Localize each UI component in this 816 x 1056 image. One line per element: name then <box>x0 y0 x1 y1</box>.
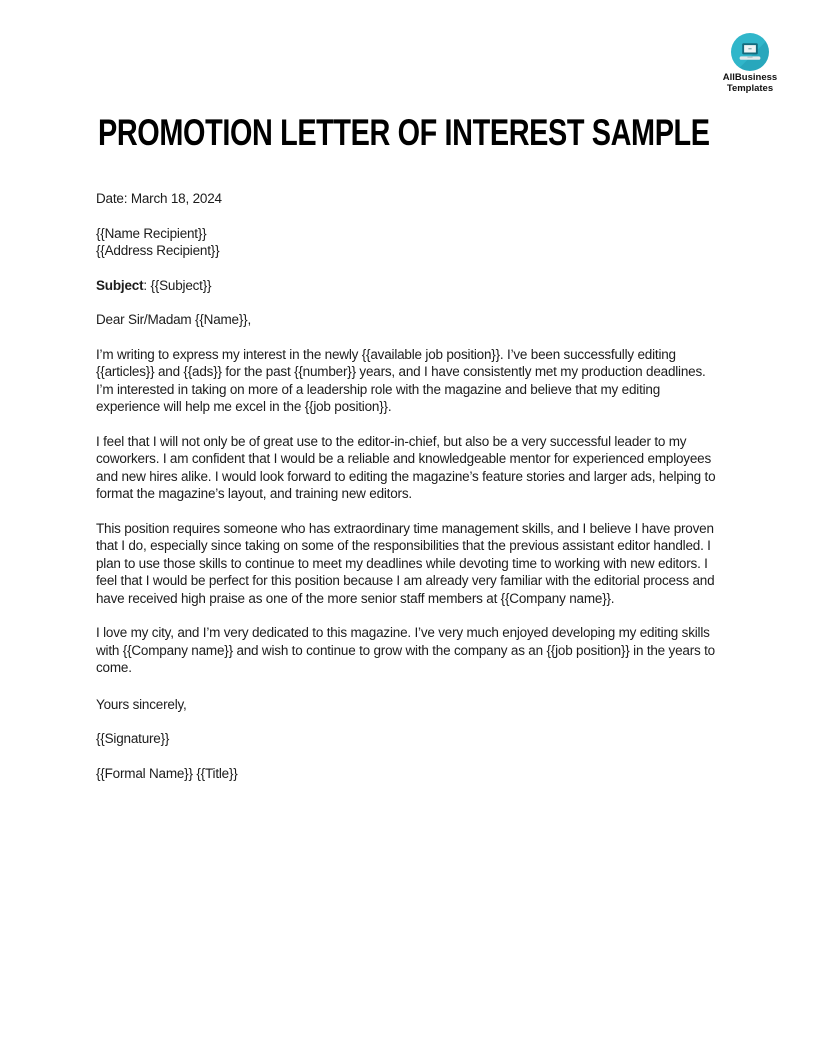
brand-logo <box>705 33 795 94</box>
recipient-name: {{Name Recipient}} <box>96 225 207 241</box>
brand-name-line1: AllBusiness <box>722 72 778 83</box>
salutation: Dear Sir/Madam {{Name}}, <box>96 312 252 327</box>
brand-name-line2: Templates <box>726 82 774 94</box>
recipient-block <box>96 225 718 260</box>
subject-label: Subject <box>96 277 144 293</box>
body-paragraph-2: I feel that I will not only be of great use to the editor-in-chief, but also be a very successful leader to my coworkers. I am confident that I would be a reliable and knowledgeable mentor for experienced employees and new hires alike. I would look forward to editing the magazine’s feature stories and larger ads, helping to format the magazine’s layout, and training new editors. <box>96 433 716 501</box>
recipient-address: {{Address Recipient}} <box>96 243 220 258</box>
body-paragraph-1: I’m writing to express my interest in the newly {{available job position}}. I’ve been successfully editing {{articles}} and {{ads}} for the past {{number}} years, and I have consistently met my production deadlines. I’m interested in taking on more of a leadership role with the magazine and believe that my editing experience will help me excel in the {{job position}}. <box>96 346 706 414</box>
signoff-name: {{Formal Name}} {{Title}} <box>96 765 238 781</box>
letter-body <box>96 190 718 799</box>
laptop-icon <box>737 42 763 63</box>
signature-placeholder: {{Signature}} <box>96 731 170 746</box>
body-paragraph-4: I love my city, and I’m very dedicated to this magazine. I’ve very much enjoyed developing my editing skills with {{Company name}} and wish to continue to grow with the company as an {{job position}} in the years to come. <box>96 625 715 675</box>
brand-name <box>705 73 795 94</box>
logo-circle <box>731 33 769 71</box>
subject-line <box>96 277 718 295</box>
document-title: PROMOTION LETTER OF INTEREST SAMPLE <box>98 112 710 153</box>
body-paragraph-3: This position requires someone who has extraordinary time management skills, and I believe I have proven that I do, especially since taking on some of the responsibilities that the previous assistant editor handled. I plan to use those skills to continue to meet my deadlines while devoting time to working with new editors. I feel that I would be perfect for this position because I am already very familiar with the editorial process and have received high praise as one of the more senior staff members at {{Company name}}. <box>96 520 715 606</box>
subject-value: : {{Subject}} <box>143 277 212 293</box>
date-line: Date: March 18, 2024 <box>96 191 222 206</box>
closing: Yours sincerely, <box>96 696 187 712</box>
